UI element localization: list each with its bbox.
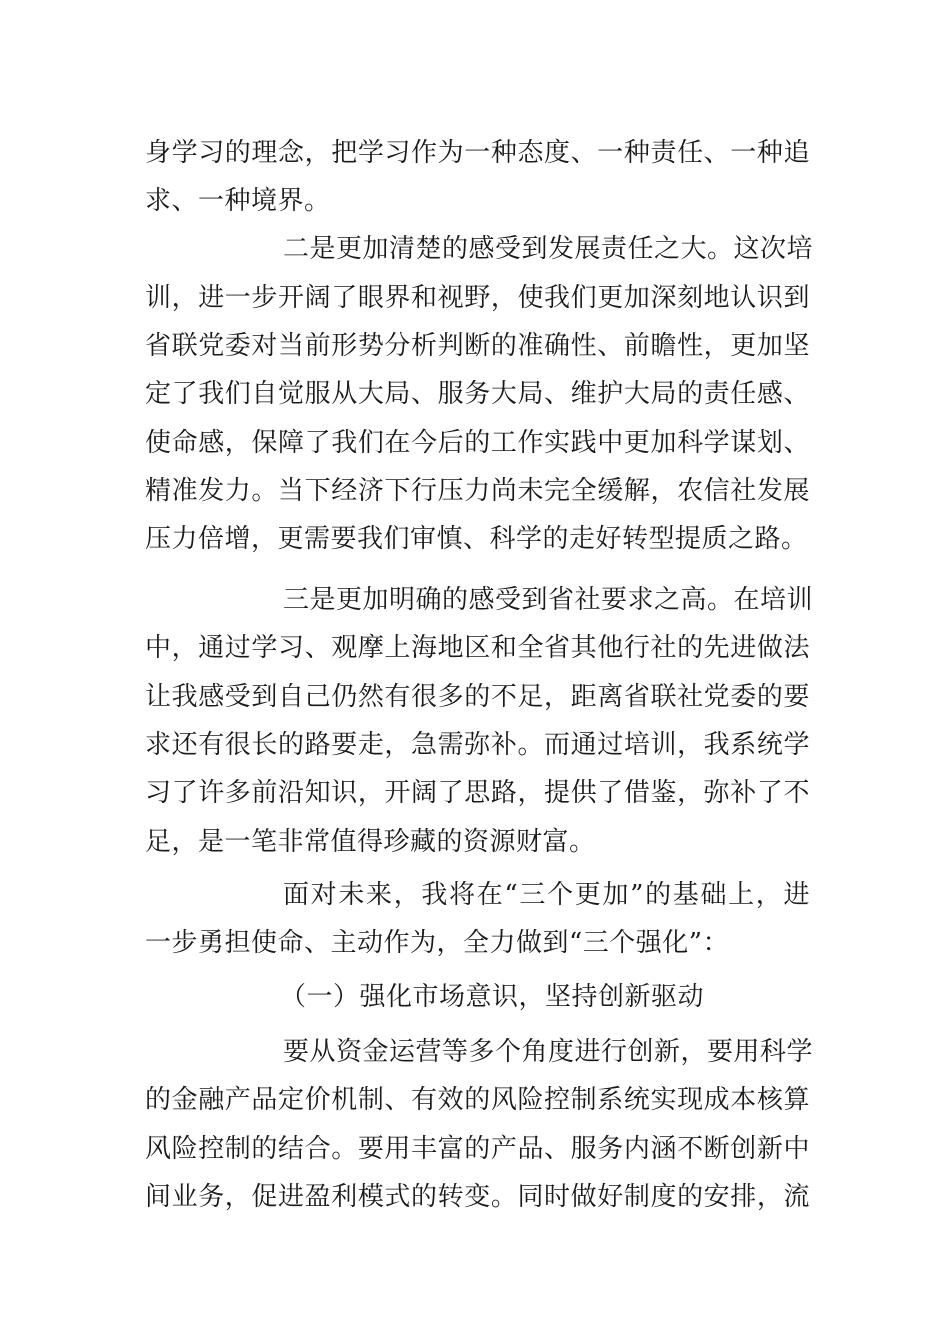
text-line: 压力倍增，更需要我们审慎、科学的走好转型提质之路。 — [145, 524, 808, 554]
section-heading: （一）强化市场意识，坚持创新驱动 — [280, 982, 705, 1012]
paragraph-start-line: 二是更加清楚的感受到发展责任之大。这次培 — [283, 234, 814, 264]
text-line: 习了许多前沿知识，开阔了思路，提供了借鉴，弥补了不 — [145, 778, 810, 808]
text-line: 训，进一步开阔了眼界和视野，使我们更加深刻地认识到 — [145, 283, 810, 313]
paragraph-start-line: 面对未来，我将在“三个更加”的基础上，进 — [283, 880, 810, 910]
text-line: 足，是一笔非常值得珍藏的资源财富。 — [145, 827, 596, 857]
text-line: 精准发力。当下经济下行压力尚未完全缓解，农信社发展 — [145, 476, 810, 506]
text-line: 身学习的理念，把学习作为一种态度、一种责任、一种追 — [145, 138, 810, 168]
text-line: 使命感，保障了我们在今后的工作实践中更加科学谋划、 — [145, 428, 810, 458]
text-line: 风险控制的结合。要用丰富的产品、服务内涵不断创新中 — [145, 1134, 810, 1164]
text-line: 求、一种境界。 — [145, 186, 331, 216]
text-line: 中，通过学习、观摩上海地区和全省其他行社的先进做法 — [145, 633, 810, 663]
paragraph-start-line: 要从资金运营等多个角度进行创新，要用科学 — [283, 1037, 814, 1067]
text-line: 省联党委对当前形势分析判断的准确性、前瞻性，更加坚 — [145, 331, 810, 361]
text-line: 一步勇担使命、主动作为，全力做到“三个强化”： — [145, 928, 730, 958]
paragraph-start-line: 三是更加明确的感受到省社要求之高。在培训 — [283, 585, 814, 615]
text-line: 间业务，促进盈利模式的转变。同时做好制度的安排，流 — [145, 1182, 810, 1212]
text-line: 的金融产品定价机制、有效的风险控制系统实现成本核算 — [145, 1085, 810, 1115]
text-line: 求还有很长的路要走，急需弥补。而通过培训，我系统学 — [145, 730, 810, 760]
text-line: 让我感受到自己仍然有很多的不足，距离省联社党委的要 — [145, 682, 810, 712]
text-line: 定了我们自觉服从大局、服务大局、维护大局的责任感、 — [145, 379, 810, 409]
